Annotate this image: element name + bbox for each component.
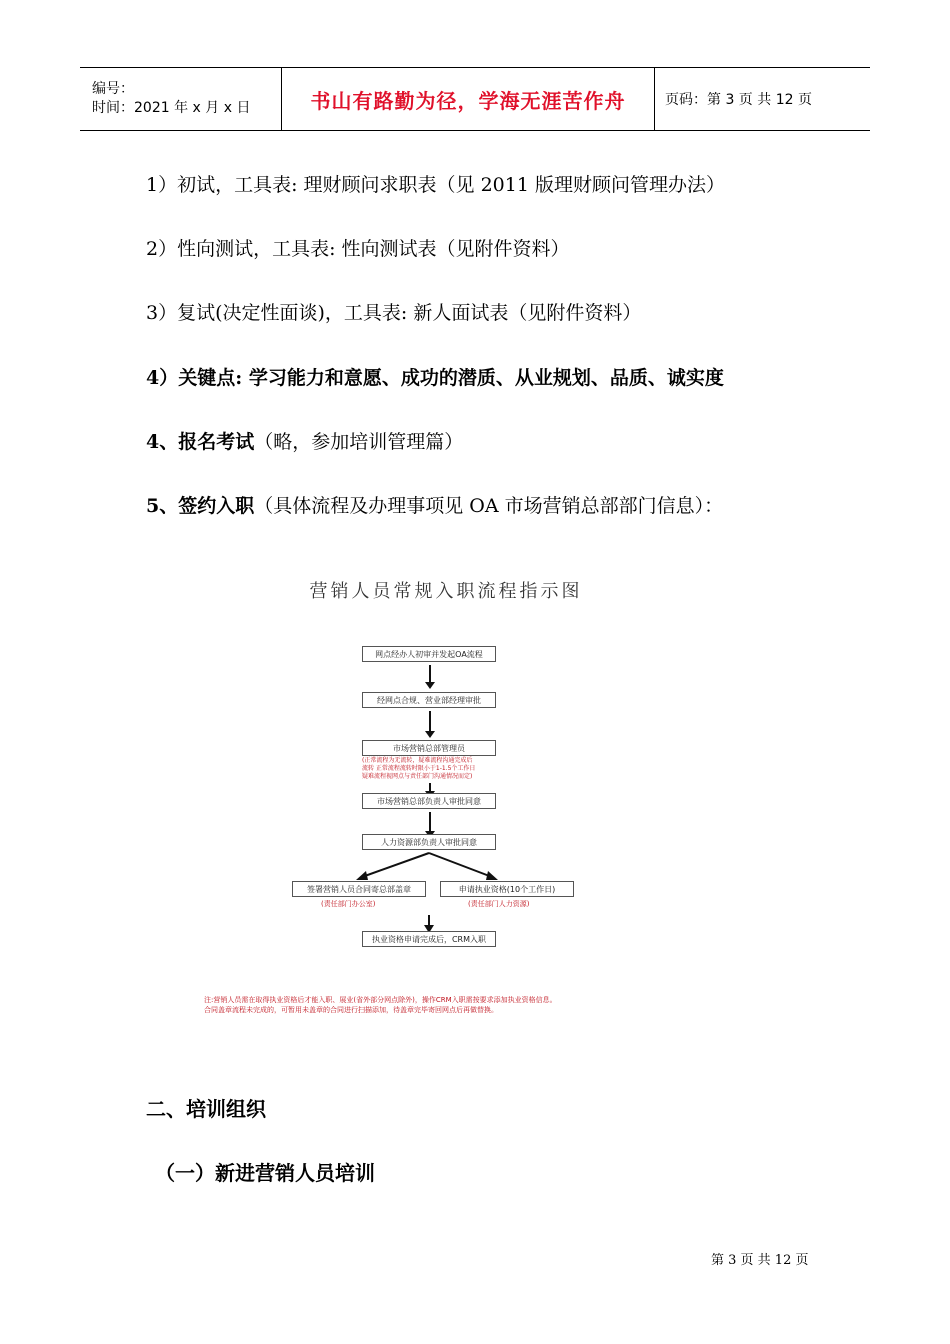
item-4-key-points: 4）关键点: 学习能力和意愿、成功的潜质、从业规划、品质、诚实度 bbox=[146, 367, 724, 389]
flow-step-1: 网点经办人初审并发起OA流程 bbox=[362, 646, 496, 662]
item-3: 3）复试(决定性面谈)，工具表: 新人面试表（见附件资料） bbox=[146, 302, 642, 324]
item-signing bbox=[146, 491, 723, 518]
resp-left: (责任部门办公室) bbox=[321, 900, 376, 908]
item-signing-title: 5、签约入职 bbox=[146, 495, 255, 517]
flow-step-5: 人力资源部负责人审批同意 bbox=[362, 834, 496, 850]
flow-step-qualification: 申请执业资格(10个工作日) bbox=[440, 881, 574, 897]
item-2: 2）性向测试，工具表: 性向测试表（见附件资料） bbox=[146, 238, 570, 260]
manager-note: (正常流程为无流转，疑难流程沟通完成后 流转 正常流程流转时限小于1-1.5个工作日 疑难流程视网点与责任部门沟通情况而定) bbox=[362, 757, 476, 780]
header-page-label: 页码：第 3 页 共 12 页 bbox=[665, 92, 812, 108]
flow-step-4: 市场营销总部负责人审批同意 bbox=[362, 793, 496, 809]
item-exam-title: 4、报名考试 bbox=[146, 431, 255, 453]
flowchart-footnote: 注:营销人员需在取得执业资格后才能入职、展业(省外部分网点除外)，操作CRM入职需按要求添加执业资格信息。 合同盖章流程未完成的，可暂用未盖章的合同进行扫描添加，待盖章完毕寄回网点后再做替换。 bbox=[204, 996, 557, 1014]
page-footer: 第 3 页 共 12 页 bbox=[711, 1253, 809, 1268]
item-1: 1）初试，工具表: 理财顾问求职表（见 2011 版理财顾问管理办法） bbox=[146, 174, 725, 196]
page-header bbox=[80, 67, 870, 131]
flow-step-crm: 执业资格申请完成后，CRM入职 bbox=[362, 931, 496, 947]
flow-step-sign-contract: 签署营销人员合同寄总部盖章 bbox=[292, 881, 426, 897]
header-motto: 书山有路勤为径，学海无涯苦作舟 bbox=[281, 68, 655, 130]
subsection-heading: （一）新进营销人员培训 bbox=[155, 1161, 375, 1185]
onboarding-flowchart bbox=[146, 545, 826, 1055]
flow-step-2: 经网点合规、营业部经理审批 bbox=[362, 692, 496, 708]
header-meta bbox=[80, 68, 281, 130]
section-two-heading: 二、培训组织 bbox=[146, 1097, 266, 1121]
flow-step-3: 市场营销总部管理员 bbox=[362, 740, 496, 756]
item-exam-detail: （略，参加培训管理篇） bbox=[254, 431, 464, 453]
resp-right: (责任部门人力资源) bbox=[468, 900, 530, 908]
branch-arrows bbox=[146, 545, 826, 1055]
item-signing-detail: （具体流程及办理事项见 OA 市场营销总部部门信息）： bbox=[254, 495, 724, 517]
number-label: 编号： bbox=[92, 81, 134, 97]
time-label: 时间：2021 年 x 月 x 日 bbox=[92, 100, 251, 116]
flowchart-title: 营销人员常规入职流程指示图 bbox=[309, 581, 583, 602]
item-exam bbox=[146, 427, 463, 454]
